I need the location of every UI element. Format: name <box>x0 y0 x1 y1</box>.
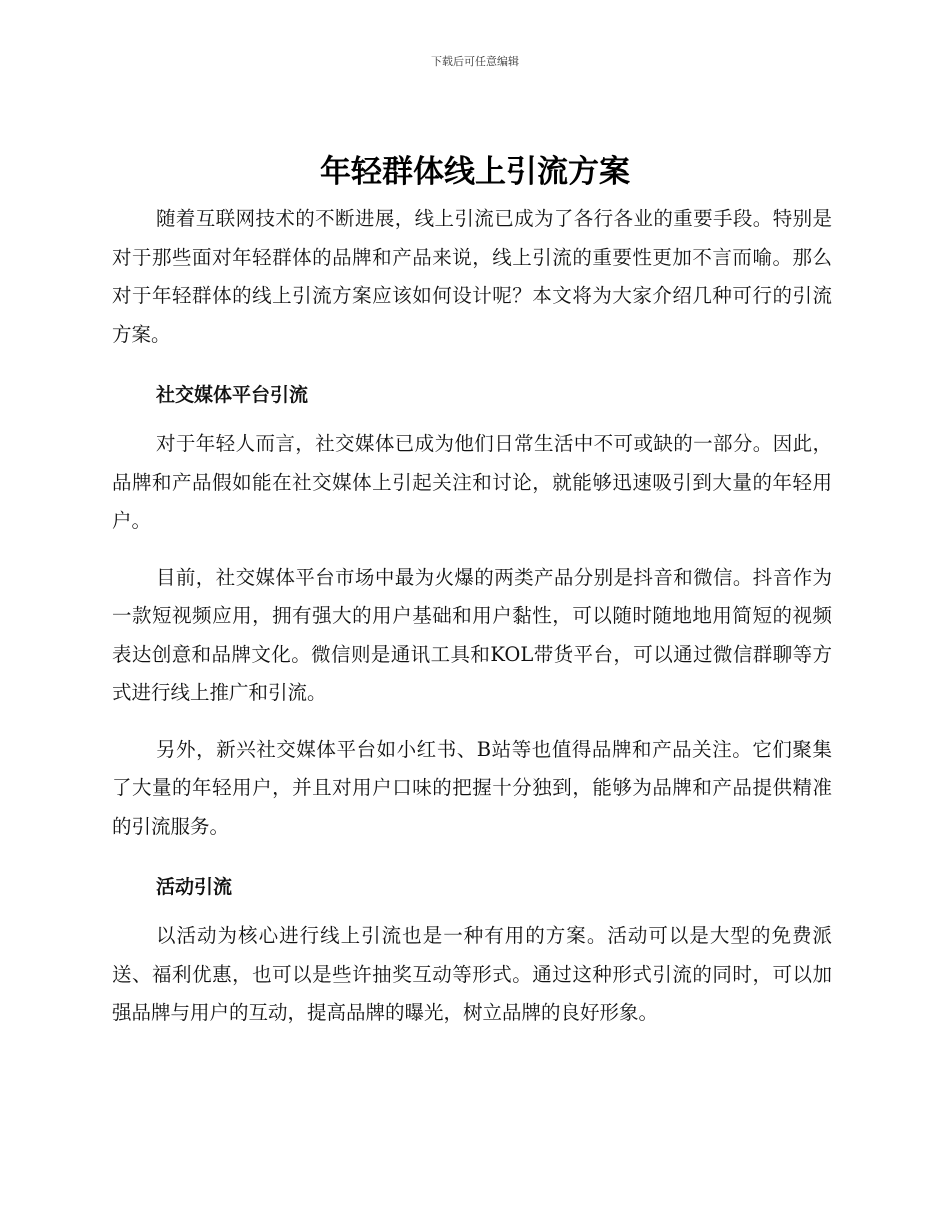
section-heading-activity: 活动引流 <box>156 876 233 898</box>
section-heading-social-media: 社交媒体平台引流 <box>156 384 309 406</box>
document-body <box>112 200 832 1033</box>
section-paragraph: 以活动为核心进行线上引流也是一种有用的方案。活动可以是大型的免费派送、福利优惠，也可以是些许抽奖互动等形式。通过这种形式引流的同时，可以加强品牌与用户的互动，提高品牌的曝光，树立品牌的良好形象。 <box>112 924 832 1024</box>
section-paragraph: 对于年轻人而言，社交媒体已成为他们日常生活中不可或缺的一部分。因此，品牌和产品假如能在社交媒体上引起关注和讨论，就能够迅速吸引到大量的年轻用户。 <box>112 432 832 532</box>
section-paragraph: 目前，社交媒体平台市场中最为火爆的两类产品分别是抖音和微信。抖音作为一款短视频应用，拥有强大的用户基础和用户黏性，可以随时随地地用简短的视频表达创意和品牌文化。微信则是通讯工具和KOL带货平台，可以通过微信群聊等方式进行线上推广和引流。 <box>112 565 832 704</box>
section-paragraph: 另外，新兴社交媒体平台如小红书、B站等也值得品牌和产品关注。它们聚集了大量的年轻用户，并且对用户口味的把握十分独到，能够为品牌和产品提供精准的引流服务。 <box>112 737 832 838</box>
document-title: 年轻群体线上引流方案 <box>320 154 630 190</box>
intro-paragraph: 随着互联网技术的不断进展，线上引流已成为了各行各业的重要手段。特别是对于那些面对年轻群体的品牌和产品来说，线上引流的重要性更加不言而喻。那么对于年轻群体的线上引流方案应该如何设计呢？本文将为大家介绍几种可行的引流方案。 <box>112 207 832 346</box>
page-header: 下载后可任意编辑 <box>431 55 519 68</box>
